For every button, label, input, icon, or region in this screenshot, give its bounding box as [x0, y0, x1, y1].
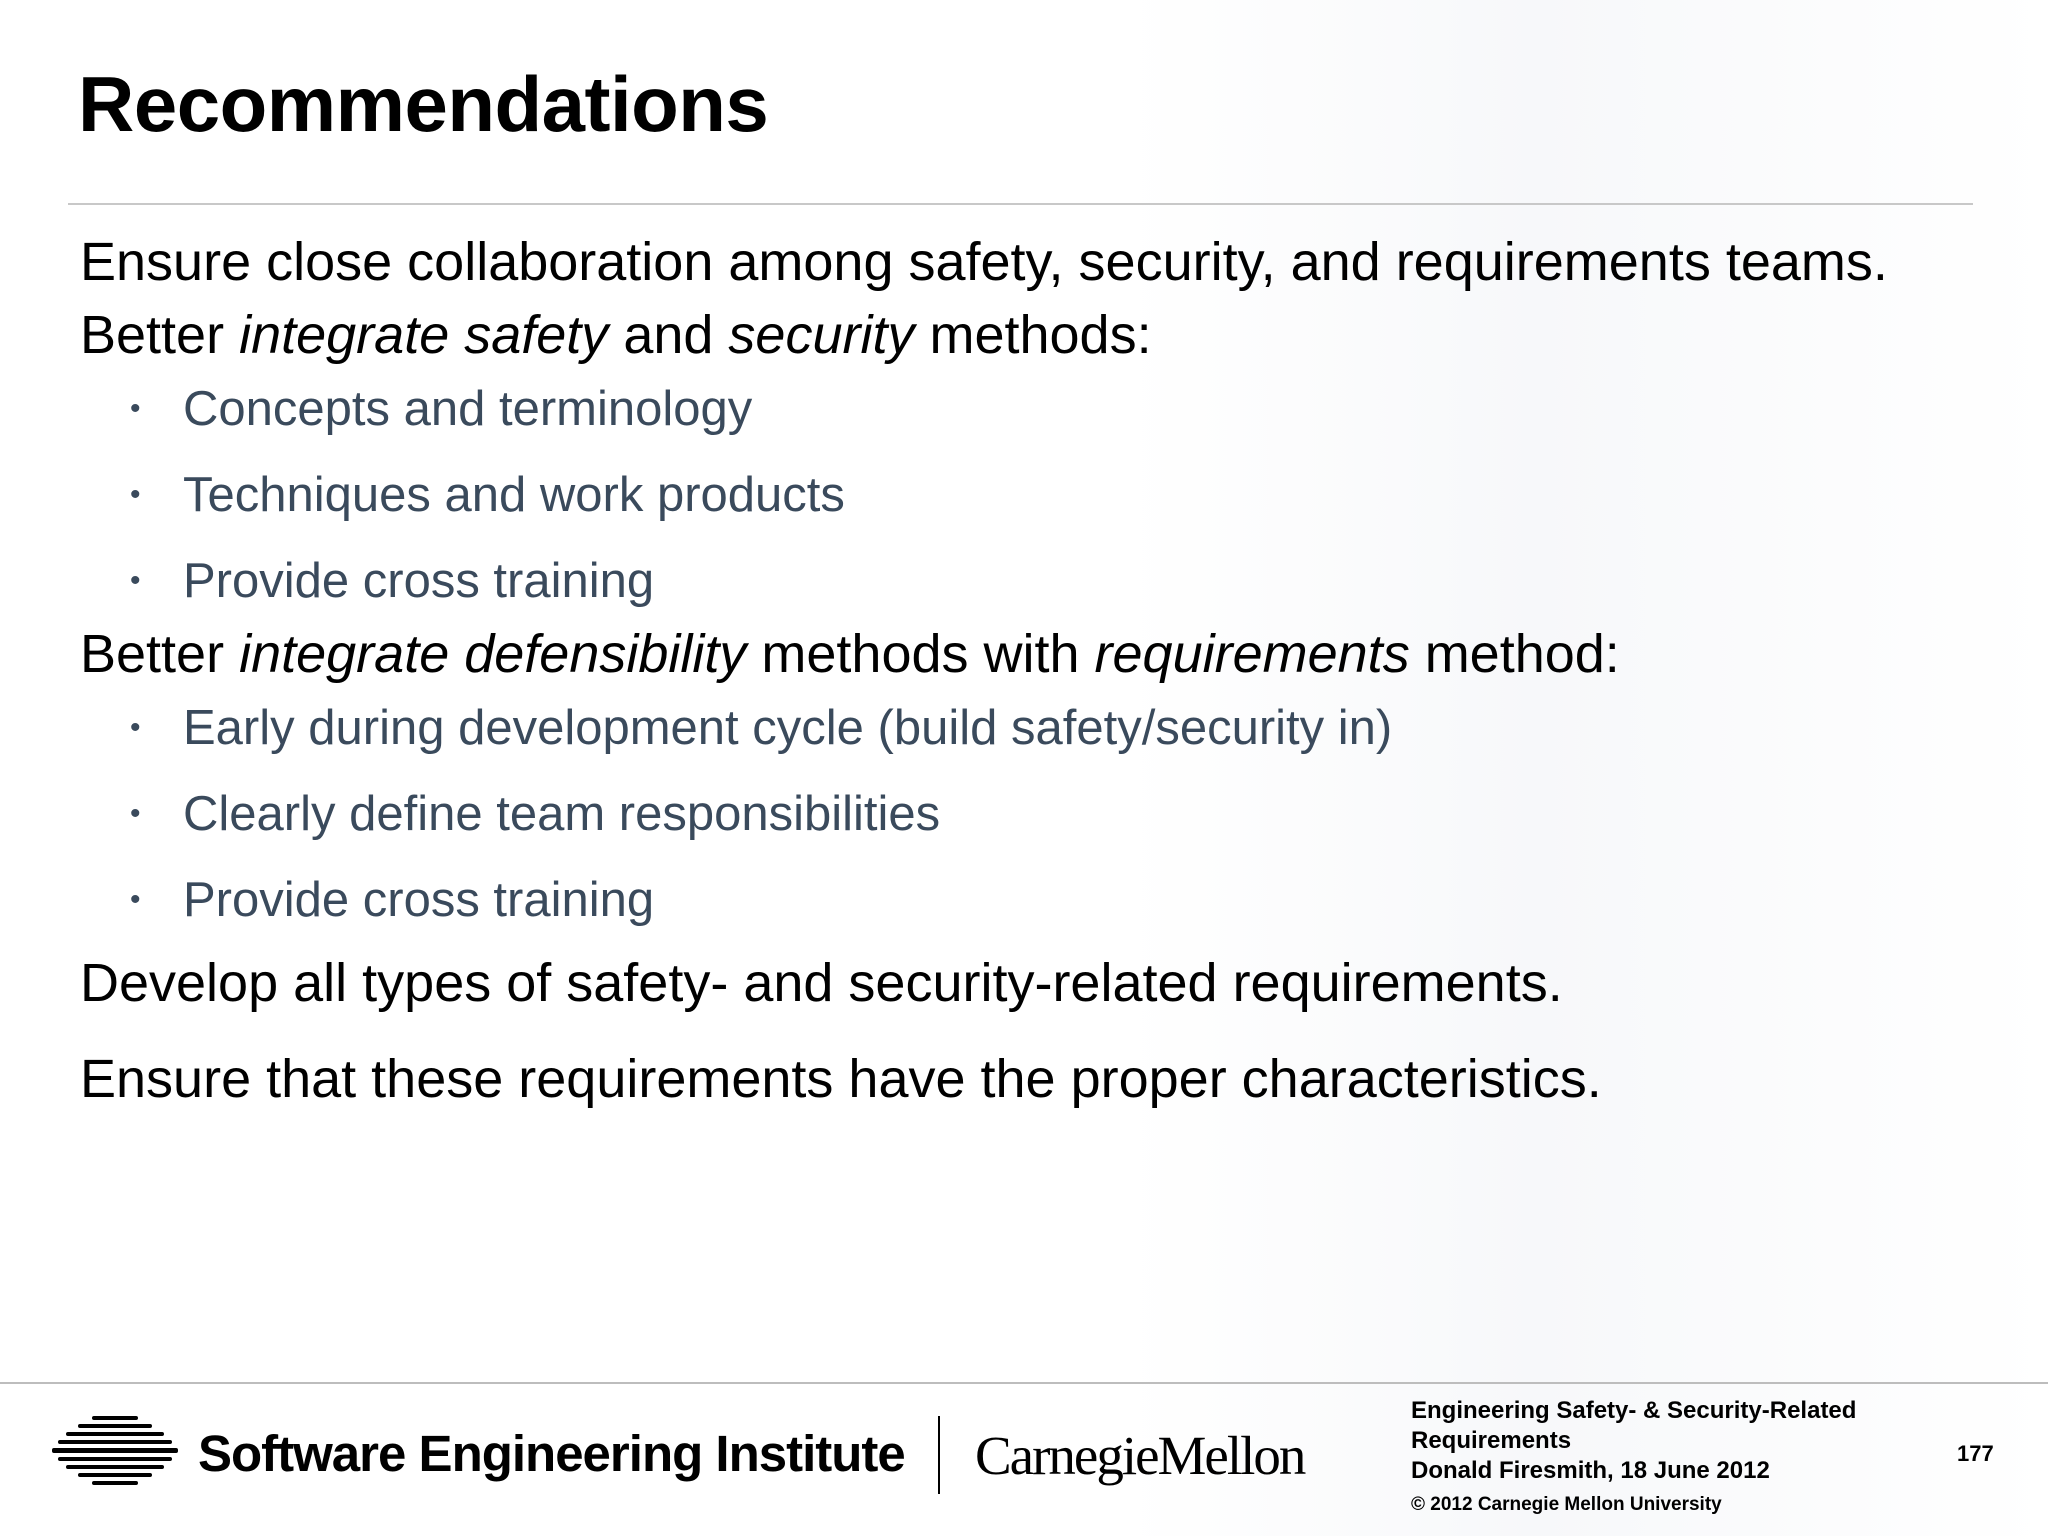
- footer-author-date: Donald Firesmith, 18 June 2012: [1411, 1457, 1770, 1484]
- sei-wordmark: Software Engineering Institute: [198, 1425, 905, 1482]
- title-divider: [68, 203, 1973, 205]
- list-item: • Provide cross training: [130, 873, 655, 927]
- footer-presentation-title: Engineering Safety- & Security-Related: [1411, 1397, 1857, 1424]
- list-item: • Clearly define team responsibilities: [130, 787, 941, 841]
- paragraph-develop-requirements: Develop all types of safety- and security-related requirements.: [80, 953, 1563, 1013]
- bullet-list-safety-security: [80, 380, 1940, 610]
- paragraph-integrate-defensibility: Better integrate defensibility methods with requirements method:: [80, 624, 1620, 684]
- list-item: • Provide cross training: [130, 554, 655, 608]
- footer-info: [1411, 1396, 1856, 1486]
- bullet-icon: •: [130, 883, 141, 916]
- footer-divider: [0, 1382, 2048, 1384]
- sei-logo-icon: [52, 1416, 178, 1490]
- list-item: • Early during development cycle (build safety/security in): [130, 701, 1393, 755]
- bullet-icon: •: [130, 564, 141, 597]
- slide-title: Recommendations: [78, 60, 769, 148]
- slide-body: [80, 232, 1940, 1110]
- paragraph-proper-characteristics: Ensure that these requirements have the proper characteristics.: [80, 1049, 1602, 1109]
- logo-separator: [938, 1416, 940, 1494]
- bullet-icon: •: [130, 797, 141, 830]
- page-number: 177: [1957, 1441, 1994, 1466]
- bullet-list-defensibility: [80, 699, 1940, 929]
- copyright-notice: © 2012 Carnegie Mellon University: [1411, 1494, 1722, 1515]
- cmu-wordmark: CarnegieMellon: [975, 1425, 1305, 1486]
- bullet-icon: •: [130, 392, 141, 425]
- bullet-icon: •: [130, 478, 141, 511]
- paragraph-integrate-safety-security: Better integrate safety and security methods:: [80, 305, 1152, 365]
- paragraph-collaboration: Ensure close collaboration among safety, security, and requirements teams.: [80, 232, 1888, 292]
- footer-presentation-title-cont: Requirements: [1411, 1427, 1572, 1454]
- list-item: • Techniques and work products: [130, 468, 845, 522]
- list-item: • Concepts and terminology: [130, 382, 753, 436]
- bullet-icon: •: [130, 711, 141, 744]
